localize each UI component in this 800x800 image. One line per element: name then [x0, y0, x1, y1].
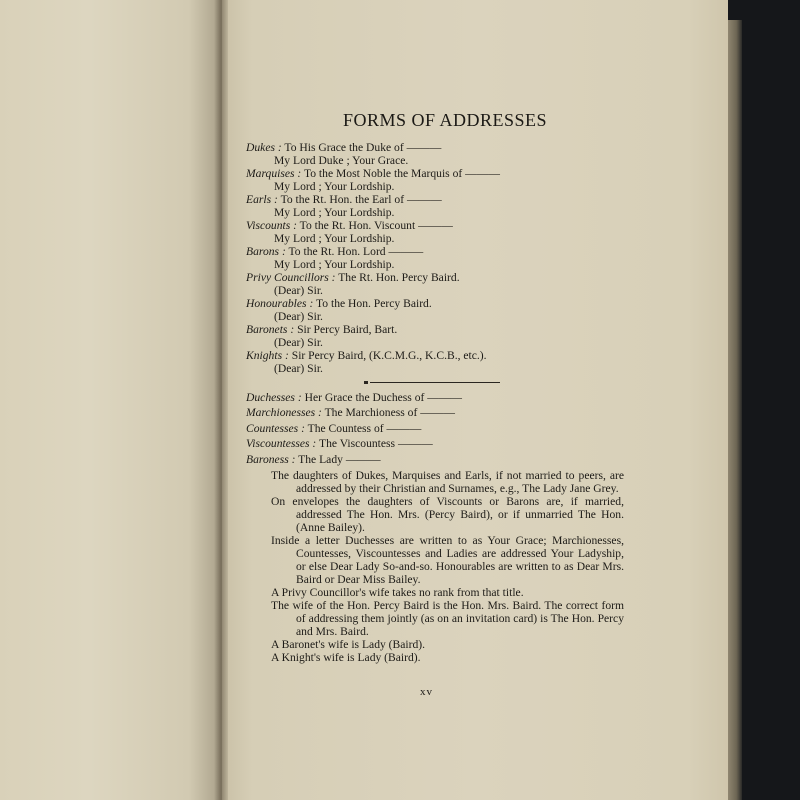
entry-viscountesses	[246, 437, 624, 450]
address-text: The Marchioness of ———	[321, 406, 455, 420]
entry-duchesses	[246, 391, 624, 404]
address-text: The Rt. Hon. Percy Baird.	[335, 271, 460, 284]
salutation-text: (Dear) Sir.	[274, 362, 323, 375]
entry-earls	[246, 193, 624, 219]
note-paragraph: On envelopes the daughters of Viscounts or Barons are, if married, addressed The Hon. Mrs. (Percy Baird), or if unmarried The Hon. (Anne Bailey).	[271, 494, 624, 534]
salutation-text: (Dear) Sir.	[274, 284, 323, 297]
address-text: Sir Percy Baird, (K.C.M.G., K.C.B., etc.).	[288, 349, 487, 362]
entry-honourables	[246, 297, 624, 323]
note-paragraph: A Knight's wife is Lady (Baird).	[271, 650, 421, 664]
rank-label: Honourables :	[246, 297, 314, 310]
rank-label: Marquises :	[246, 167, 302, 180]
address-text: To the Most Noble the Marquis of ———	[301, 167, 500, 180]
rank-label: Earls :	[246, 193, 278, 206]
salutation-text: My Lord Duke ; Your Grace.	[274, 154, 409, 167]
page-content	[246, 141, 624, 664]
salutation-text: My Lord ; Your Lordship.	[274, 232, 395, 245]
entry-marchionesses	[246, 406, 624, 419]
notes-section	[246, 469, 624, 664]
entry-marquises	[246, 167, 624, 193]
salutation-text: My Lord ; Your Lordship.	[274, 258, 395, 271]
page-title: FORMS OF ADDRESSES	[342, 110, 548, 130]
entry-baroness	[246, 453, 624, 466]
note-paragraph: A Baronet's wife is Lady (Baird).	[271, 637, 426, 651]
address-text: Her Grace the Duchess of ———	[301, 391, 463, 404]
address-text: To the Rt. Hon. Viscount ———	[296, 219, 453, 232]
address-text: To the Rt. Hon. the Earl of ———	[277, 193, 442, 206]
note-paragraph: The wife of the Hon. Percy Baird is the Hon. Mrs. Baird. The correct form of addressing them jointly (as on an invitation card) is The Hon. Percy and Mrs. Baird.	[271, 598, 624, 638]
rank-label: Dukes :	[246, 141, 282, 154]
note-paragraph: A Privy Councillor's wife takes no rank from that title.	[271, 585, 524, 599]
salutation-text: My Lord ; Your Lordship.	[274, 180, 395, 193]
address-text: The Viscountess ———	[316, 437, 433, 451]
entry-barons	[246, 245, 624, 271]
rank-label: Marchionesses :	[246, 406, 322, 420]
rank-label: Barons :	[246, 245, 286, 258]
rank-label: Baroness :	[246, 452, 296, 466]
address-text: To His Grace the Duke of ———	[281, 141, 442, 154]
note-paragraph: Inside a letter Duchesses are written to as Your Grace; Marchionesses, Countesses, Viscountesses and Ladies are addressed Your Ladyship, or else Dear Lady So-and-so. Honourables are written to as Dear Mrs. Baird or Dear Miss Bailey.	[271, 533, 624, 586]
entry-viscounts	[246, 219, 624, 245]
address-text: To the Rt. Hon. Lord ———	[285, 245, 424, 258]
rank-label: Privy Councillors :	[246, 271, 336, 284]
page-number: xv	[420, 686, 433, 698]
book-cover-edge	[728, 20, 742, 800]
rank-label: Countesses :	[246, 421, 305, 435]
entry-countesses	[246, 422, 624, 435]
salutation-text: My Lord ; Your Lordship.	[274, 206, 395, 219]
entry-dukes	[246, 141, 624, 167]
rank-label: Viscounts :	[246, 219, 297, 232]
address-text: The Countess of ———	[304, 421, 422, 435]
entry-privy-councillors	[246, 271, 624, 297]
section-divider	[370, 382, 500, 383]
address-text: To the Hon. Percy Baird.	[313, 297, 432, 310]
address-text: The Lady ———	[295, 452, 381, 466]
note-paragraph: The daughters of Dukes, Marquises and Earls, if not married to peers, are addressed by their Christian and Surnames, e.g., The Lady Jane Grey.	[271, 468, 624, 495]
entry-knights	[246, 349, 624, 375]
peers-section	[246, 141, 624, 375]
salutation-text: (Dear) Sir.	[274, 310, 323, 323]
rank-label: Baronets :	[246, 323, 295, 336]
rank-label: Knights :	[246, 349, 289, 362]
ladies-section	[246, 391, 624, 466]
rank-label: Viscountesses :	[246, 437, 317, 451]
entry-baronets	[246, 323, 624, 349]
salutation-text: (Dear) Sir.	[274, 336, 323, 349]
rank-label: Duchesses :	[246, 391, 302, 404]
address-text: Sir Percy Baird, Bart.	[294, 323, 398, 336]
